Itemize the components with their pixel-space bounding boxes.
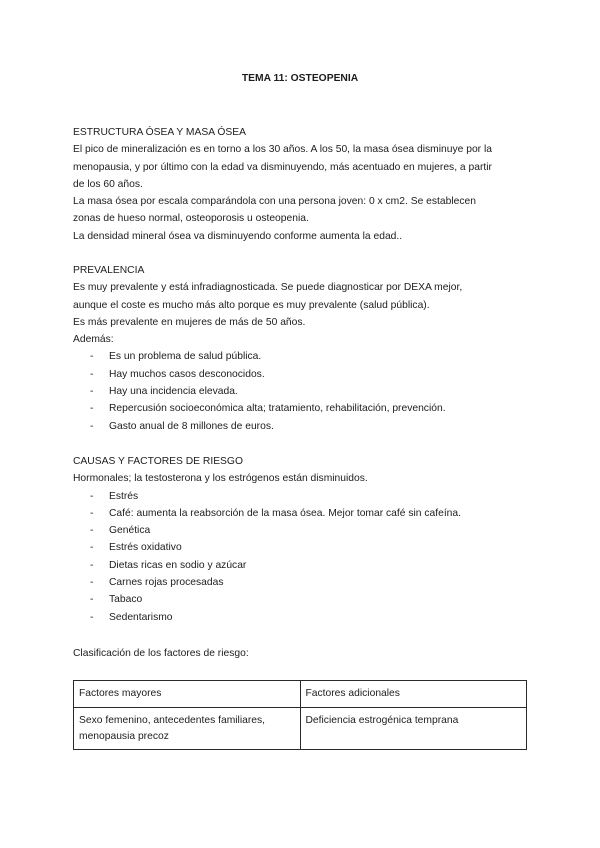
paragraph-line: aunque el coste es mucho más alto porque es muy prevalente (salud pública). — [73, 299, 430, 311]
document-title: TEMA 11: OSTEOPENIA — [241, 73, 359, 84]
list-item: - Es un problema de salud pública. — [73, 348, 533, 365]
list-item: - Hay una incidencia elevada. — [73, 383, 533, 400]
table-header-cell: Factores mayores — [74, 681, 301, 708]
table-cell: Sexo femenino, antecedentes familiares, menopausia precoz — [74, 708, 301, 750]
section-prevalencia — [73, 262, 533, 435]
paragraph-line: Es muy prevalente y está infradiagnosticada. Se puede diagnosticar por DEXA mejor, — [73, 282, 463, 294]
section-heading: PREVALENCIA — [73, 265, 145, 276]
list-item: - Genética — [73, 522, 533, 539]
paragraph-line: Hormonales; la testosterona y los estrógenos están disminuidos. — [73, 473, 368, 485]
paragraph-line: de los 60 años. — [73, 178, 143, 190]
section-estructura — [73, 124, 533, 245]
paragraph-line: El pico de mineralización es en torno a los 30 años. A los 50, la masa ósea disminuye por la — [73, 144, 492, 156]
paragraph-line: zonas de hueso normal, osteoporosis u osteopenia. — [73, 213, 309, 225]
paragraph-line: Además: — [73, 334, 114, 346]
section-heading: CAUSAS Y FACTORES DE RIESGO — [73, 456, 243, 467]
list-item: - Hay muchos casos desconocidos. — [73, 366, 533, 383]
list-item: - Repercusión socioeconómica alta; tratamiento, rehabilitación, prevención. — [73, 400, 533, 417]
list-item: - Estrés — [73, 488, 533, 505]
section-causas — [73, 453, 533, 626]
bullet-list — [73, 488, 533, 626]
classification-intro-block — [73, 645, 533, 662]
table-header-cell: Factores adicionales — [300, 681, 527, 708]
paragraph-line: menopausia, y por último con la edad va disminuyendo, más acentuado en mujeres, a partir — [73, 161, 492, 173]
list-item: - Carnes rojas procesadas — [73, 574, 533, 591]
classification-intro: Clasificación de los factores de riesgo: — [73, 648, 249, 659]
risk-factors-table — [73, 680, 527, 750]
list-item: - Dietas ricas en sodio y azúcar — [73, 557, 533, 574]
paragraph-line: La masa ósea por escala comparándola con una persona joven: 0 x cm2. Se establecen — [73, 196, 476, 208]
paragraph-line: Es más prevalente en mujeres de más de 50 años. — [73, 316, 306, 328]
list-item: - Estrés oxidativo — [73, 539, 533, 556]
table-header-row — [74, 681, 527, 708]
paragraph-line: La densidad mineral ósea va disminuyendo conforme aumenta la edad.. — [73, 230, 403, 242]
list-item: - Gasto anual de 8 millones de euros. — [73, 418, 533, 435]
list-item: - Sedentarismo — [73, 609, 533, 626]
bullet-list — [73, 348, 533, 434]
section-heading: ESTRUCTURA ÓSEA Y MASA ÓSEA — [73, 127, 247, 138]
list-item: - Café: aumenta la reabsorción de la masa ósea. Mejor tomar café sin cafeína. — [73, 505, 533, 522]
list-item: - Tabaco — [73, 591, 533, 608]
table-cell: Deficiencia estrogénica temprana — [300, 708, 527, 750]
table-row — [74, 708, 527, 750]
